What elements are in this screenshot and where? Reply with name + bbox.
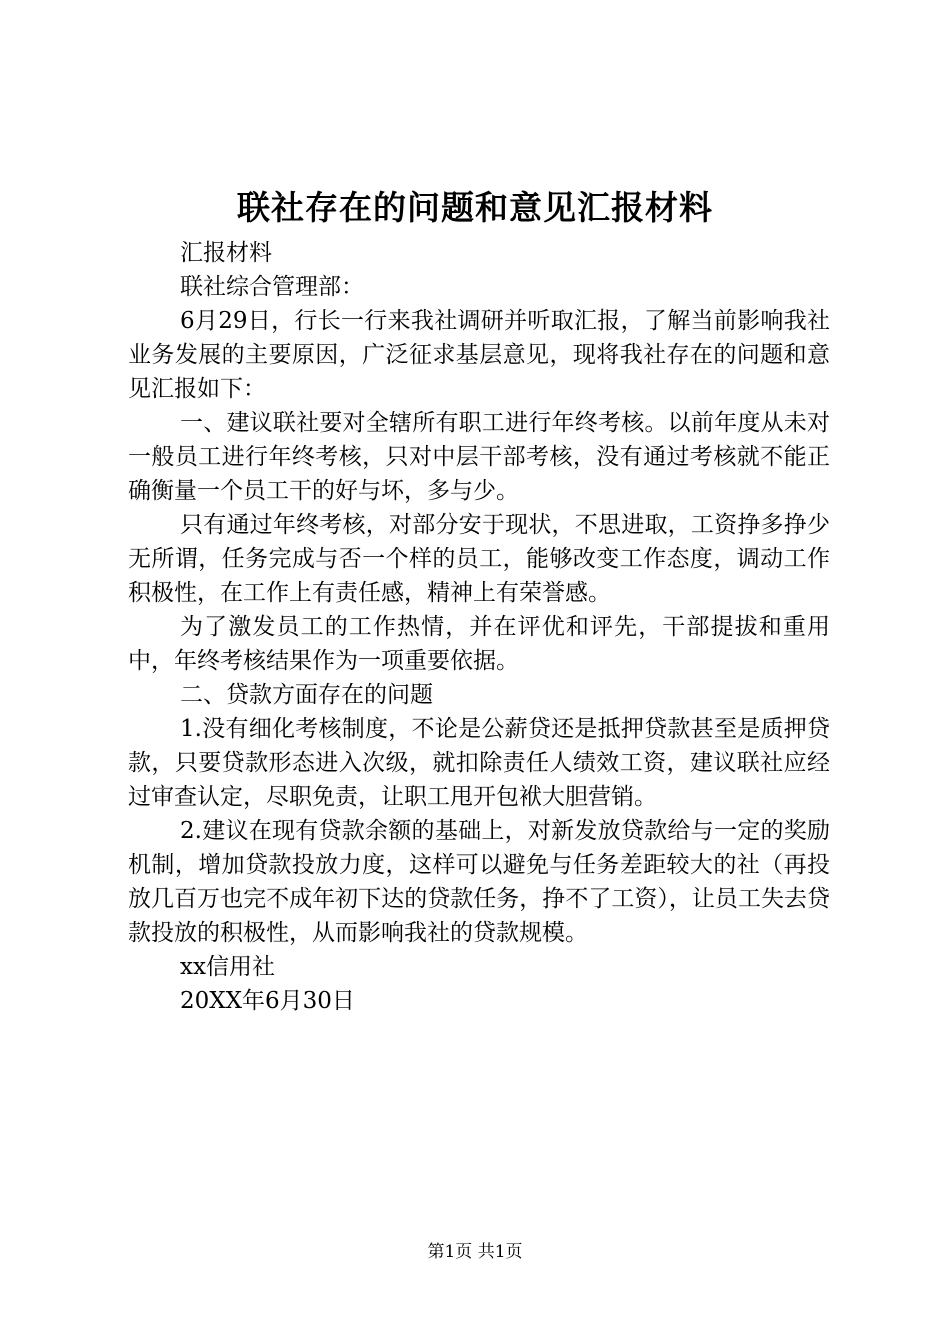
paragraph-heading-label: 汇报材料 [180, 240, 272, 266]
paragraph-item-one: 1.没有细化考核制度，不论是公薪贷还是抵押贷款甚至是质押贷款，只要贷款形态进入次级，就扣除责任人绩效工资，建议联社应经过审查认定，尽职免责，让职工甩开包袱大胆营销。 [128, 716, 830, 810]
paragraph-item-two: 2.建议在现有贷款余额的基础上，对新发放贷款给与一定的奖励机制，增加贷款投放力度，这样可以避免与任务差距较大的社（再投放几百万也完不成年初下达的贷款任务，挣不了工资），让员工失去贷款投放的积极性，从而影响我社的贷款规模。 [128, 818, 830, 946]
document-body [128, 236, 830, 1018]
paragraph-intro: 6月29日，行长一行来我社调研并听取汇报，了解当前影响我社业务发展的主要原因，广泛征求基层意见，现将我社存在的问题和意见汇报如下： [128, 308, 830, 402]
paragraph-point-one-purpose: 为了激发员工的工作热情，并在评优和评先，干部提拔和重用中，年终考核结果作为一项重要依据。 [128, 614, 830, 674]
signature-date: 20XX年6月30日 [180, 988, 355, 1014]
paragraph-point-two-heading: 二、贷款方面存在的问题 [180, 682, 433, 708]
signature-organization: xx信用社 [180, 954, 275, 980]
document-title: 联社存在的问题和意见汇报材料 [237, 188, 713, 227]
paragraph-point-one-detail: 只有通过年终考核，对部分安于现状，不思进取，工资挣多挣少无所谓，任务完成与否一个样的员工，能够改变工作态度，调动工作积极性，在工作上有责任感，精神上有荣誉感。 [128, 512, 830, 606]
paragraph-recipient: 联社综合管理部： [180, 274, 364, 300]
paragraph-point-one: 一、建议联社要对全辖所有职工进行年终考核。以前年度从未对一般员工进行年终考核，只对中层干部考核，没有通过考核就不能正确衡量一个员工干的好与坏，多与少。 [128, 410, 830, 504]
page-number-footer: 第1页 共1页 [427, 1242, 523, 1262]
